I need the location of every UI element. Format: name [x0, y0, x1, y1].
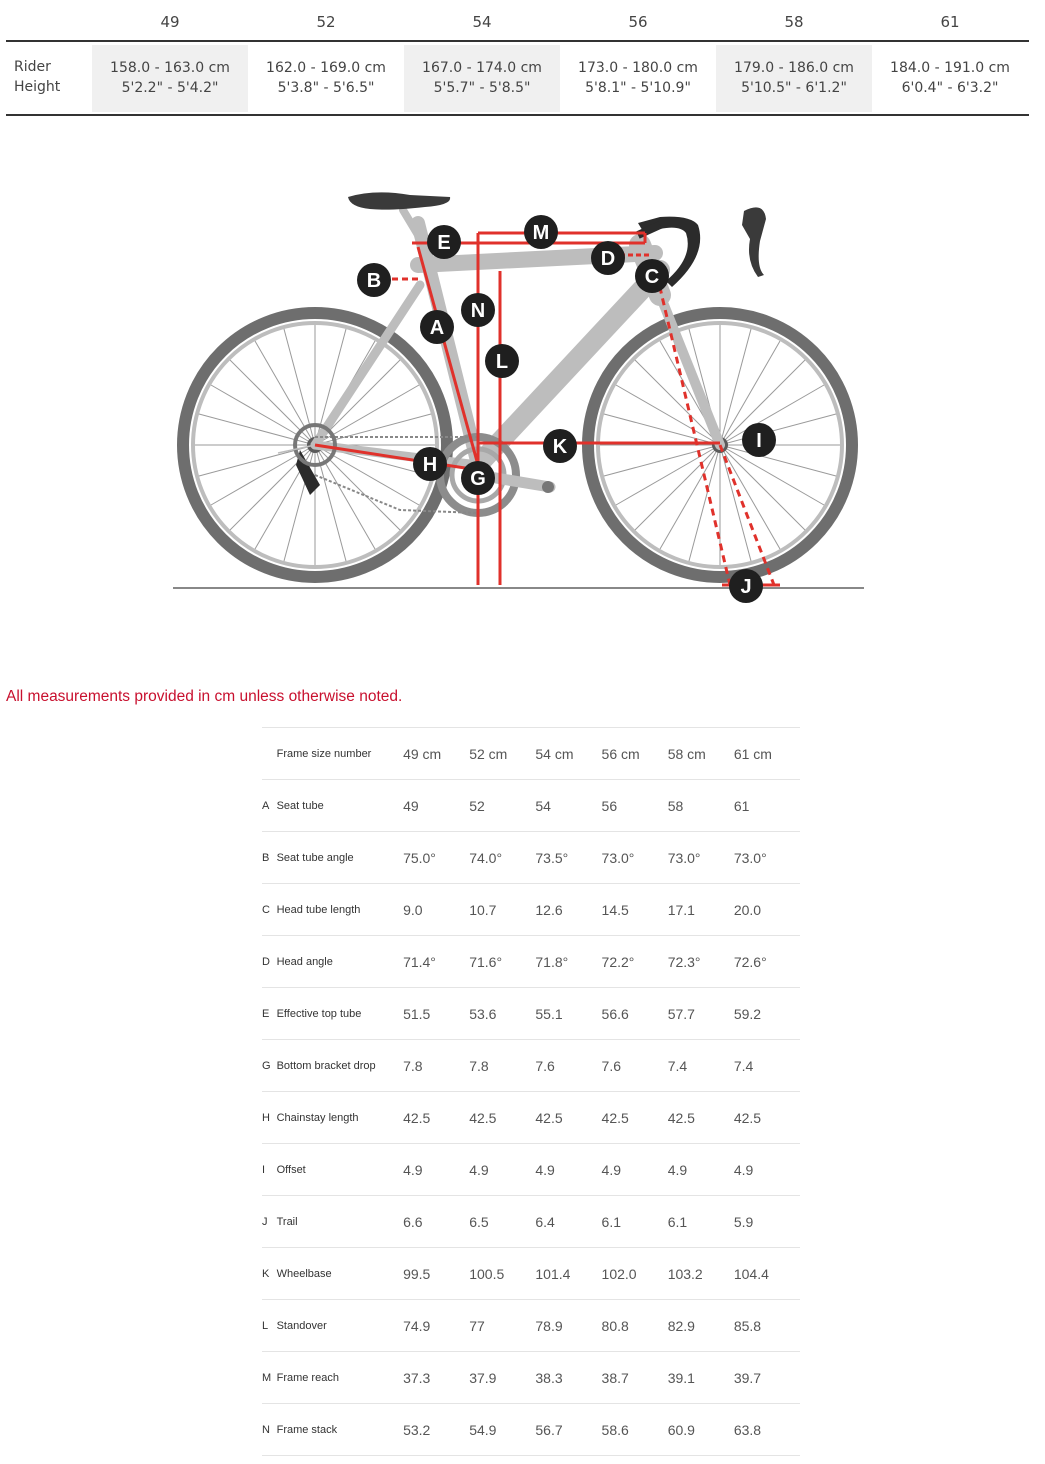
geometry-value: 12.6	[535, 901, 563, 918]
geometry-header-label: Frame size number	[276, 747, 372, 760]
rider-height-ft: 5'5.7" - 5'8.5"	[433, 80, 531, 96]
size-header-spacer	[6, 0, 92, 40]
geometry-value: 42.5	[403, 1109, 431, 1126]
geometry-value: 7.8	[403, 1057, 423, 1074]
geometry-table	[262, 727, 800, 1456]
geometry-value: 4.9	[469, 1161, 489, 1178]
geometry-row	[262, 1404, 800, 1456]
geometry-label: Trail	[276, 1215, 298, 1228]
rider-height-cm: 179.0 - 186.0 cm	[734, 60, 854, 76]
geometry-value: 78.9	[535, 1317, 563, 1334]
geometry-value: 73.0°	[733, 849, 767, 866]
marker-b	[357, 263, 391, 297]
geometry-value: 52	[469, 797, 485, 814]
geometry-code: J	[262, 1215, 268, 1228]
geometry-row	[262, 1300, 800, 1352]
geometry-value: 54	[535, 797, 551, 814]
geometry-value: 59.2	[733, 1005, 762, 1022]
svg-text:C: C	[644, 266, 660, 288]
size-header-cell: 52	[316, 13, 336, 31]
rider-height-cm: 184.0 - 191.0 cm	[890, 60, 1010, 76]
marker-m	[524, 215, 558, 249]
geometry-row	[262, 1196, 800, 1248]
geometry-value: 4.9	[403, 1161, 423, 1178]
rider-height-ft: 5'2.2" - 5'4.2"	[121, 80, 219, 96]
geometry-code: K	[262, 1267, 270, 1280]
geometry-value: 56	[601, 797, 618, 814]
rider-height-ft: 5'8.1" - 5'10.9"	[585, 80, 691, 96]
geometry-value: 53.2	[403, 1421, 431, 1438]
geometry-value: 53.6	[469, 1005, 497, 1022]
marker-h	[413, 447, 447, 481]
geometry-value: 56.6	[601, 1005, 629, 1022]
geometry-value: 39.1	[667, 1369, 695, 1386]
geometry-value: 7.4	[733, 1057, 754, 1074]
geometry-label: Head tube length	[276, 903, 361, 916]
geometry-value: 4.9	[733, 1161, 754, 1178]
geometry-header-size: 58 cm	[667, 745, 706, 762]
size-header-cell: 58	[784, 13, 804, 31]
geometry-row	[262, 936, 800, 988]
geometry-header-row	[262, 728, 800, 780]
geometry-code: N	[262, 1423, 270, 1436]
svg-text:A: A	[429, 317, 445, 339]
svg-text:N: N	[470, 300, 486, 322]
marker-k	[543, 429, 577, 463]
rider-height-cm: 167.0 - 174.0 cm	[422, 60, 542, 76]
geometry-value: 20.0	[733, 901, 762, 918]
geometry-label: Seat tube angle	[276, 851, 354, 864]
rider-height-cm: 162.0 - 169.0 cm	[266, 60, 386, 76]
geometry-row	[262, 1352, 800, 1404]
marker-d	[591, 241, 625, 275]
geometry-value: 73.5°	[535, 849, 569, 866]
geometry-value: 10.7	[469, 901, 497, 918]
rider-height-cm: 173.0 - 180.0 cm	[578, 60, 698, 76]
geometry-value: 56.7	[535, 1421, 563, 1438]
rider-height-cell	[872, 45, 1028, 112]
rider-height-cell	[248, 45, 404, 112]
geometry-value: 6.1	[601, 1213, 621, 1230]
svg-text:D: D	[600, 248, 616, 270]
geometry-value: 4.9	[535, 1161, 555, 1178]
geometry-value: 6.1	[667, 1213, 688, 1230]
geometry-value: 82.9	[667, 1317, 695, 1334]
geometry-value: 6.5	[469, 1213, 489, 1230]
geometry-label: Frame stack	[276, 1423, 338, 1436]
geometry-value: 54.9	[469, 1421, 497, 1438]
geometry-header-size: 52 cm	[469, 745, 508, 762]
rider-height-cell	[560, 45, 716, 112]
geometry-label: Effective top tube	[276, 1007, 362, 1020]
svg-text:I: I	[756, 430, 762, 452]
geometry-value: 60.9	[667, 1421, 695, 1438]
geometry-row	[262, 780, 800, 832]
geometry-value: 4.9	[601, 1161, 621, 1178]
rider-height-cell	[404, 45, 560, 112]
geometry-value: 6.6	[403, 1213, 423, 1230]
rider-height-ft: 5'3.8" - 5'6.5"	[277, 80, 375, 96]
geometry-value: 4.9	[667, 1161, 688, 1178]
rider-height-cm: 158.0 - 163.0 cm	[110, 60, 230, 76]
geometry-value: 7.6	[535, 1057, 555, 1074]
svg-text:J: J	[740, 576, 752, 598]
geometry-row	[262, 988, 800, 1040]
geometry-row	[262, 1092, 800, 1144]
marker-n	[461, 293, 495, 327]
geometry-value: 72.2°	[601, 953, 635, 970]
geometry-value: 74.9	[403, 1317, 431, 1334]
geometry-value: 72.3°	[667, 953, 701, 970]
geometry-code: I	[262, 1163, 266, 1176]
geometry-value: 9.0	[403, 901, 423, 918]
geometry-value: 37.3	[403, 1369, 431, 1386]
geometry-value: 17.1	[667, 901, 695, 918]
rider-height-row	[6, 42, 1029, 116]
geometry-value: 100.5	[469, 1265, 505, 1282]
geometry-label: Seat tube	[276, 799, 324, 812]
geometry-value: 102.0	[601, 1265, 637, 1282]
marker-a	[420, 310, 454, 344]
geometry-value: 42.5	[733, 1109, 762, 1126]
geometry-value: 7.6	[601, 1057, 621, 1074]
geometry-value: 85.8	[733, 1317, 762, 1334]
measurement-note: All measurements provided in cm unless otherwise noted.	[6, 688, 403, 705]
geometry-value: 49	[403, 797, 419, 814]
geometry-value: 55.1	[535, 1005, 563, 1022]
geometry-label: Standover	[276, 1319, 327, 1332]
geometry-value: 5.9	[733, 1213, 754, 1230]
rider-height-cell	[716, 45, 872, 112]
geometry-code: E	[262, 1007, 270, 1020]
geometry-value: 39.7	[733, 1369, 762, 1386]
geometry-value: 6.4	[535, 1213, 555, 1230]
geometry-label: Frame reach	[276, 1371, 339, 1384]
geometry-value: 73.0°	[667, 849, 701, 866]
size-header-row	[6, 0, 1029, 42]
size-header-cell: 49	[160, 13, 180, 31]
geometry-label: Bottom bracket drop	[276, 1059, 376, 1072]
geometry-value: 38.3	[535, 1369, 563, 1386]
geometry-value: 73.0°	[601, 849, 635, 866]
geometry-code: G	[262, 1059, 271, 1072]
geometry-value: 99.5	[403, 1265, 431, 1282]
geometry-header-size: 56 cm	[601, 745, 640, 762]
size-header-cell: 61	[940, 13, 960, 31]
svg-text:G: G	[470, 468, 486, 490]
geometry-value: 37.9	[469, 1369, 497, 1386]
bike-components	[278, 192, 766, 513]
geometry-value: 57.7	[667, 1005, 695, 1022]
rider-height-cell	[92, 45, 248, 112]
svg-text:L: L	[495, 351, 509, 373]
geometry-value: 58	[667, 797, 684, 814]
rider-label-line1: Rider	[14, 59, 51, 75]
geometry-label: Chainstay length	[276, 1111, 359, 1124]
rider-label-line2: Height	[14, 79, 61, 95]
marker-e	[427, 225, 461, 259]
geometry-value: 42.5	[601, 1109, 629, 1126]
geometry-value: 71.8°	[535, 953, 569, 970]
geometry-code: B	[262, 851, 270, 864]
geometry-value: 14.5	[601, 901, 629, 918]
geometry-value: 75.0°	[403, 849, 436, 866]
bike-diagram-svg	[160, 175, 880, 615]
marker-c	[635, 259, 669, 293]
geometry-value: 58.6	[601, 1421, 629, 1438]
geometry-label: Offset	[276, 1163, 306, 1176]
brake-lever	[742, 207, 766, 277]
svg-text:K: K	[552, 436, 568, 458]
geometry-value: 74.0°	[469, 849, 503, 866]
geometry-code: L	[262, 1319, 269, 1332]
geometry-value: 42.5	[469, 1109, 497, 1126]
bike-geometry-diagram	[160, 175, 880, 615]
geometry-value: 104.4	[733, 1265, 769, 1282]
marker-l	[485, 344, 519, 378]
size-header-cell: 54	[472, 13, 492, 31]
svg-text:B: B	[366, 270, 382, 292]
geometry-label: Wheelbase	[276, 1267, 332, 1280]
rider-height-ft: 6'0.4" - 6'3.2"	[901, 80, 999, 96]
geometry-row	[262, 832, 800, 884]
geometry-code: A	[262, 799, 270, 812]
geometry-value: 71.6°	[469, 953, 503, 970]
svg-text:H: H	[422, 454, 438, 476]
size-header-cell: 56	[628, 13, 648, 31]
geometry-value: 38.7	[601, 1369, 629, 1386]
rider-height-label	[6, 42, 92, 114]
saddle	[348, 192, 450, 209]
geometry-code: C	[262, 903, 270, 916]
geometry-value: 42.5	[535, 1109, 563, 1126]
svg-text:M: M	[532, 222, 550, 244]
geometry-row	[262, 1040, 800, 1092]
geometry-value: 63.8	[733, 1421, 762, 1438]
geometry-header-size: 49 cm	[403, 745, 442, 762]
geometry-value: 77	[469, 1317, 485, 1334]
geometry-value: 72.6°	[733, 953, 767, 970]
geometry-value: 7.8	[469, 1057, 489, 1074]
geometry-value: 80.8	[601, 1317, 629, 1334]
geometry-code: M	[262, 1371, 272, 1384]
rider-height-ft: 5'10.5" - 6'1.2"	[741, 80, 847, 96]
geometry-value: 42.5	[667, 1109, 695, 1126]
geometry-value: 103.2	[667, 1265, 703, 1282]
marker-g	[461, 461, 495, 495]
geometry-row	[262, 884, 800, 936]
geometry-row	[262, 1248, 800, 1300]
geometry-code: H	[262, 1111, 270, 1124]
geometry-code: D	[262, 955, 270, 968]
svg-text:E: E	[437, 232, 451, 254]
geometry-header-size: 61 cm	[733, 745, 772, 762]
size-table	[6, 0, 1029, 116]
geometry-value: 51.5	[403, 1005, 431, 1022]
geometry-value: 61	[733, 797, 750, 814]
geometry-label: Head angle	[276, 955, 333, 968]
geometry-value: 7.4	[667, 1057, 688, 1074]
geometry-row	[262, 1144, 800, 1196]
marker-j	[729, 569, 763, 603]
marker-i	[742, 423, 776, 457]
geometry-header-size: 54 cm	[535, 745, 574, 762]
geometry-value: 71.4°	[403, 953, 436, 970]
geometry-value: 101.4	[535, 1265, 571, 1282]
